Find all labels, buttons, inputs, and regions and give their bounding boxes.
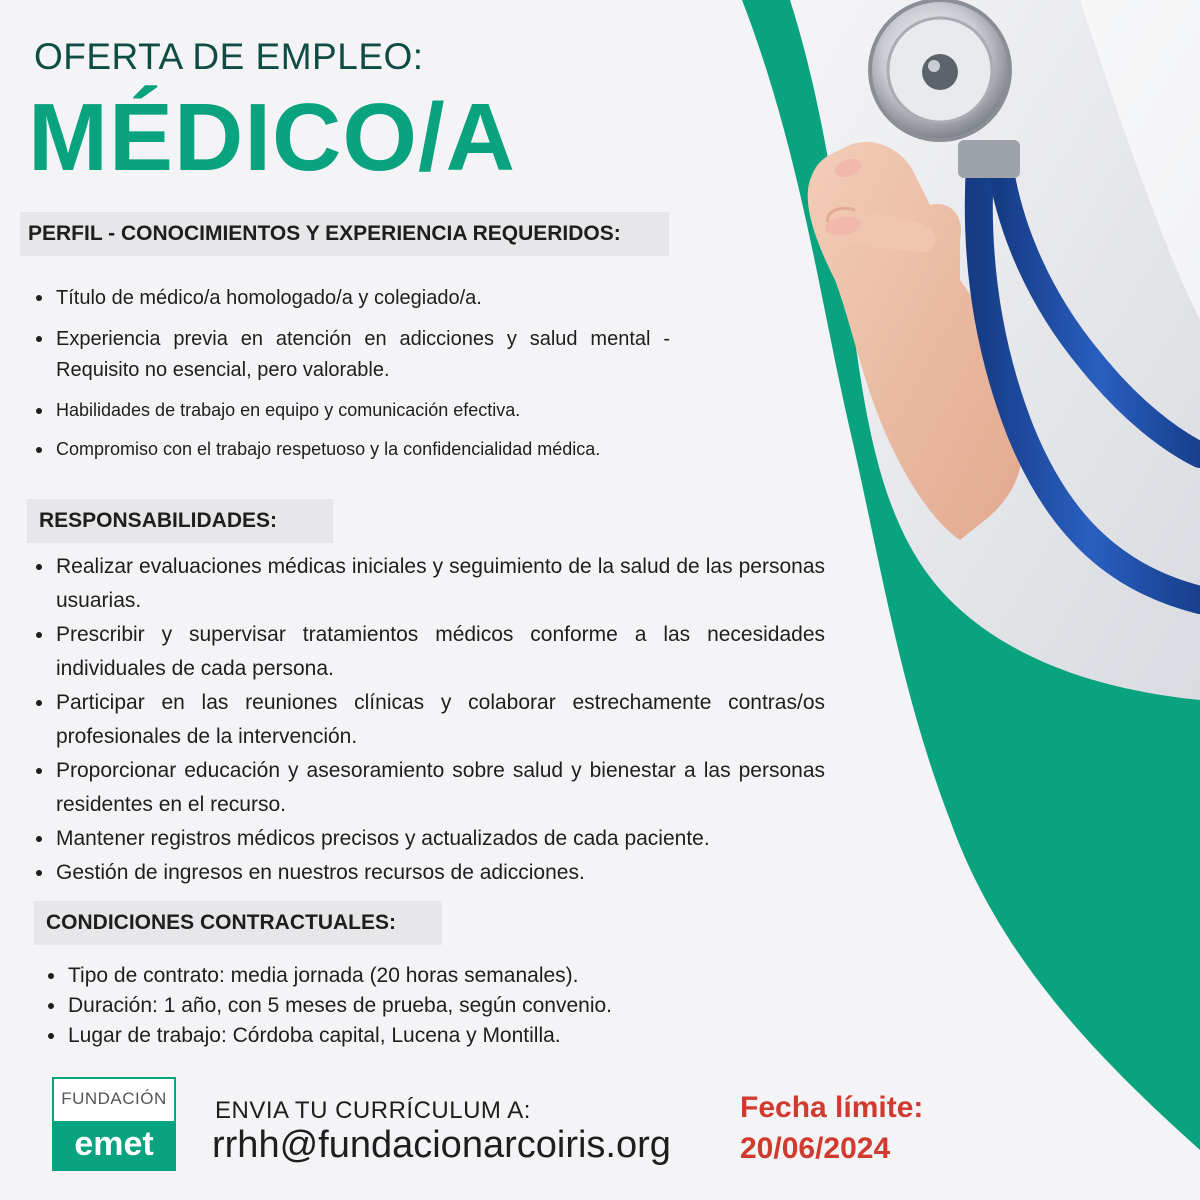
list-item: Compromiso con el trabajo respetuoso y la confidencialidad médica. xyxy=(30,435,696,464)
logo-top-text: FUNDACIÓN xyxy=(61,1089,167,1108)
deadline-label: Fecha límite: xyxy=(740,1091,924,1124)
contact-email[interactable]: rrhh@fundacionarcoiris.org xyxy=(212,1124,671,1166)
list-item: Participar en las reuniones clínicas y colaborar estrechamente contras/os profesionales de la intervención. xyxy=(30,686,825,754)
send-cv-label: ENVIA TU CURRÍCULUM A: xyxy=(215,1097,531,1124)
list-item: Habilidades de trabajo en equipo y comunicación efectiva. xyxy=(30,396,670,425)
list-item: Prescribir y supervisar tratamientos médicos conforme a las necesidades individuales de cada persona. xyxy=(30,618,825,686)
deadline-date: 20/06/2024 xyxy=(740,1132,891,1165)
list-item: Experiencia previa en atención en adicciones y salud mental - Requisito no esencial, pero valorable. xyxy=(30,324,670,386)
list-item: Realizar evaluaciones médicas iniciales y seguimiento de la salud de las personas usuarias. xyxy=(30,550,825,618)
fundacion-emet-logo xyxy=(52,1077,176,1171)
list-item: Mantener registros médicos precisos y actualizados de cada paciente. xyxy=(30,822,825,856)
condiciones-heading: CONDICIONES CONTRACTUALES: xyxy=(34,901,442,945)
responsabilidades-list xyxy=(30,550,825,890)
responsabilidades-heading: RESPONSABILIDADES: xyxy=(27,499,333,543)
perfil-heading: PERFIL - CONOCIMIENTOS Y EXPERIENCIA REQUERIDOS: xyxy=(20,212,669,256)
list-item: Proporcionar educación y asesoramiento sobre salud y bienestar a las personas residentes en el recurso. xyxy=(30,754,825,822)
list-item: Lugar de trabajo: Córdoba capital, Lucena y Montilla. xyxy=(42,1021,742,1051)
list-item: Gestión de ingresos en nuestros recursos de adicciones. xyxy=(30,856,825,890)
list-item: Título de médico/a homologado/a y colegiado/a. xyxy=(30,283,670,314)
condiciones-list xyxy=(42,961,742,1051)
deadline-block xyxy=(740,1087,923,1169)
list-item: Duración: 1 año, con 5 meses de prueba, según convenio. xyxy=(42,991,742,1021)
job-offer-label: OFERTA DE EMPLEO: xyxy=(34,36,424,77)
job-title: MÉDICO/A xyxy=(28,84,516,191)
logo-bottom-text: emet xyxy=(54,1121,174,1169)
list-item: Tipo de contrato: media jornada (20 horas semanales). xyxy=(42,961,742,991)
perfil-list xyxy=(30,283,670,474)
